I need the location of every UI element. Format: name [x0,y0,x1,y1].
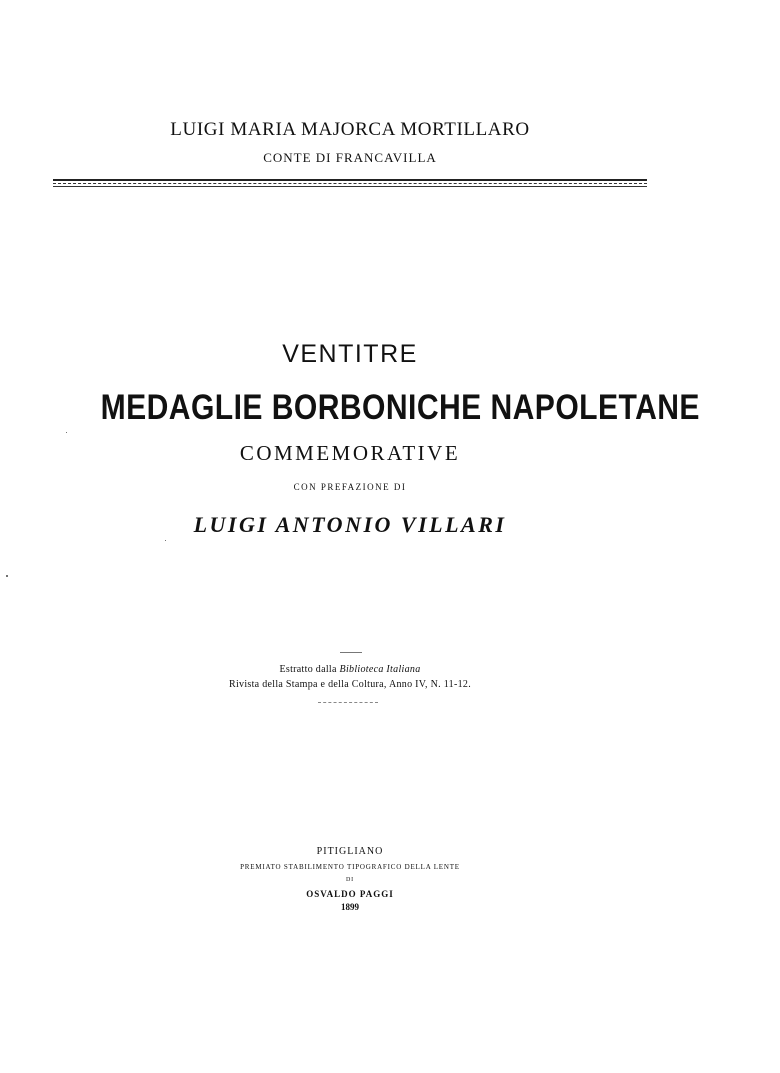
extract-line-1 [0,664,700,675]
preface-label: CON PREFAZIONE DI [293,482,407,492]
imprint-printer-line: PREMIATO STABILIMENTO TIPOGRAFICO DELLA LENTE [240,863,460,871]
author-title: CONTE DI FRANCAVILLA [263,150,437,165]
journal-name: Biblioteca Italiana [339,664,421,675]
title-commemorative: COMMEMORATIVE [239,441,461,465]
extract-prefix: Estratto dalla [279,664,340,675]
main-title: MEDAGLIE BORBONICHE NAPOLETANE [100,388,700,427]
scan-speck [6,575,8,577]
imprint-city: PITIGLIANO [316,846,384,857]
extract-divider-top [340,652,362,653]
imprint-di: DI [346,877,354,883]
extract-line-2: Rivista della Stampa e della Coltura, Anno IV, N. 11-12. [228,679,472,690]
scan-speck [165,540,166,541]
imprint-year: 1899 [341,902,359,912]
header-rule-top [53,179,647,181]
title-ventitre: VENTITRE [282,340,418,368]
header-rule-middle [53,183,647,184]
extract-divider-bottom [318,702,378,703]
preface-author: LUIGI ANTONIO VILLARI [193,512,507,537]
author-name: LUIGI MARIA MAJORCA MORTILLARO [170,119,530,140]
header-rule-bottom [53,186,647,187]
scan-speck [66,432,67,433]
imprint-printer-name: OSVALDO PAGGI [306,889,394,899]
